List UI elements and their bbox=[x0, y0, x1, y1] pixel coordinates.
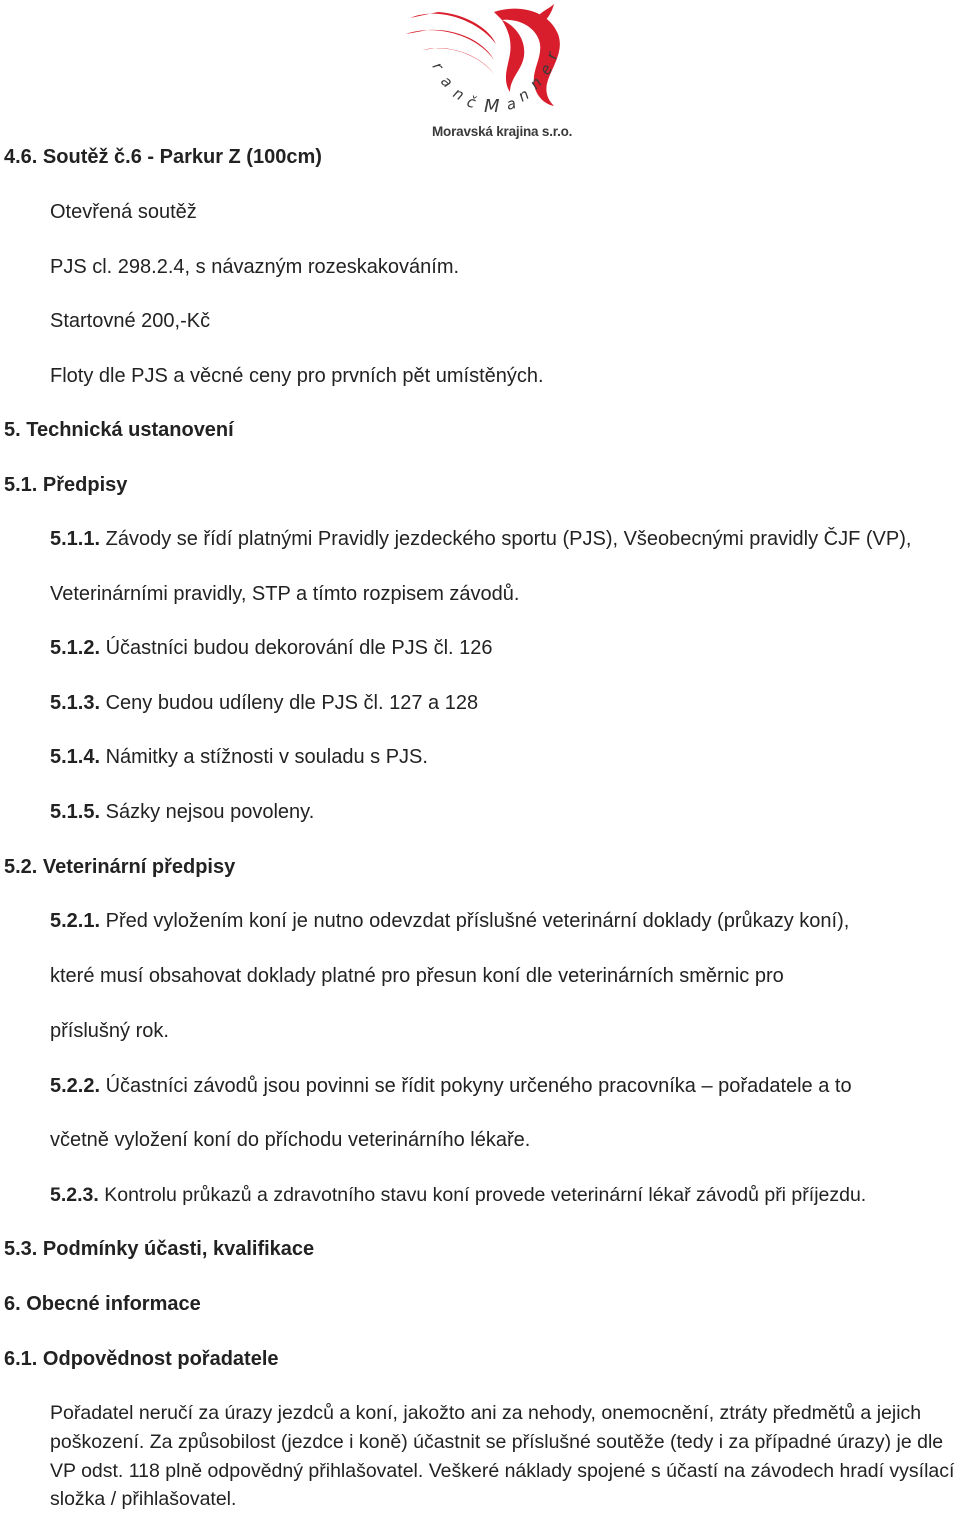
clause-number: 5.2.1. bbox=[50, 910, 101, 932]
clause-5-1-2 bbox=[50, 636, 493, 660]
svg-text:r: r bbox=[542, 50, 562, 62]
clause-number: 5.1.1. bbox=[50, 528, 101, 550]
clause-5-2-2 bbox=[50, 1074, 852, 1098]
clause-number: 5.1.5. bbox=[50, 801, 101, 823]
clause-text: Účastníci závodů jsou povinni se řídit pokyny určeného pracovníka – pořadatele a to bbox=[100, 1075, 852, 1097]
svg-text:n: n bbox=[515, 85, 533, 106]
heading-organizer-liability: 6.1. Odpovědnost pořadatele bbox=[4, 1348, 279, 1370]
logo-subtitle: Moravská krajina s.r.o. bbox=[432, 124, 573, 139]
clause-number: 5.1.4. bbox=[50, 746, 101, 768]
comp6-line-1: Otevřená soutěž bbox=[50, 201, 197, 223]
clause-text: Kontrolu průkazů a zdravotního stavu koní provede veterinární lékař závodů při příjezdu. bbox=[98, 1184, 867, 1206]
clause-number: 5.1.2. bbox=[50, 637, 101, 659]
clause-5-2-1-cont2: příslušný rok. bbox=[50, 1020, 169, 1042]
heading-technical: 5. Technická ustanovení bbox=[4, 419, 234, 441]
clause-5-1-1-cont: Veterinárními pravidly, STP a tímto rozpisem závodů. bbox=[50, 583, 520, 605]
svg-text:a: a bbox=[504, 94, 518, 114]
svg-text:n: n bbox=[450, 83, 468, 105]
svg-text:e: e bbox=[535, 61, 557, 78]
heading-participation: 5.3. Podmínky účasti, kvalifikace bbox=[4, 1238, 315, 1260]
heading-competition-6: 4.6. Soutěž č.6 - Parkur Z (100cm) bbox=[4, 146, 322, 168]
heading-regulations: 5.1. Předpisy bbox=[4, 474, 128, 496]
comp6-line-4: Floty dle PJS a věcné ceny pro prvních pět umístěných. bbox=[50, 365, 544, 387]
clause-5-2-1 bbox=[50, 909, 849, 933]
clause-text: Účastníci budou dekorování dle PJS čl. 126 bbox=[100, 637, 493, 659]
clause-text: Před vyložením koní je nutno odevzdat příslušné veterinární doklady (průkazy koní), bbox=[100, 910, 850, 932]
comp6-line-2: PJS cl. 298.2.4, s návazným rozeskakováním. bbox=[50, 256, 460, 278]
clause-number: 5.1.3. bbox=[50, 692, 101, 714]
clause-5-1-4 bbox=[50, 745, 428, 769]
svg-text:n: n bbox=[526, 73, 546, 93]
clause-5-1-1 bbox=[50, 527, 911, 551]
svg-text:a: a bbox=[437, 72, 457, 92]
svg-text:M: M bbox=[484, 96, 500, 117]
comp6-line-3: Startovné 200,-Kč bbox=[50, 310, 211, 332]
clause-5-2-3 bbox=[50, 1183, 866, 1207]
svg-text:č: č bbox=[464, 92, 478, 112]
svg-text:r: r bbox=[428, 59, 448, 74]
liability-paragraph: Pořadatel neručí za úrazy jezdců a koní, jakožto ani za nehody, onemocnění, ztráty předmětů a jejich poškození. Za způsobilost (jezdce i koně) účastnit se příslušné soutěže (tedy i za případné úrazy) je dle VP odst. 118 plně odpovědný přihlašovatel. Veškeré náklady spojené s účastí na závodech hradí vysílací složka / přihlašovatel. bbox=[50, 1402, 955, 1511]
clause-5-2-1-cont: které musí obsahovat doklady platné pro přesun koní dle veterinárních směrnic pro bbox=[50, 965, 784, 987]
clause-number: 5.2.3. bbox=[50, 1184, 99, 1206]
clause-text: Námitky a stížnosti v souladu s PJS. bbox=[100, 746, 428, 768]
clause-5-1-5 bbox=[50, 800, 314, 824]
clause-number: 5.2.2. bbox=[50, 1075, 101, 1097]
clause-text: Ceny budou udíleny dle PJS čl. 127 a 128 bbox=[100, 692, 479, 714]
clause-text: Závody se řídí platnými Pravidly jezdeckého sportu (PJS), Všeobecnými pravidly ČJF (VP), bbox=[100, 528, 912, 550]
clause-text: Sázky nejsou povoleny. bbox=[100, 801, 315, 823]
heading-veterinary: 5.2. Veterinární předpisy bbox=[4, 856, 236, 878]
heading-general-info: 6. Obecné informace bbox=[4, 1293, 201, 1315]
clause-5-1-3 bbox=[50, 691, 478, 715]
clause-5-2-2-cont: včetně vyložení koní do příchodu veterinárního lékaře. bbox=[50, 1129, 531, 1151]
